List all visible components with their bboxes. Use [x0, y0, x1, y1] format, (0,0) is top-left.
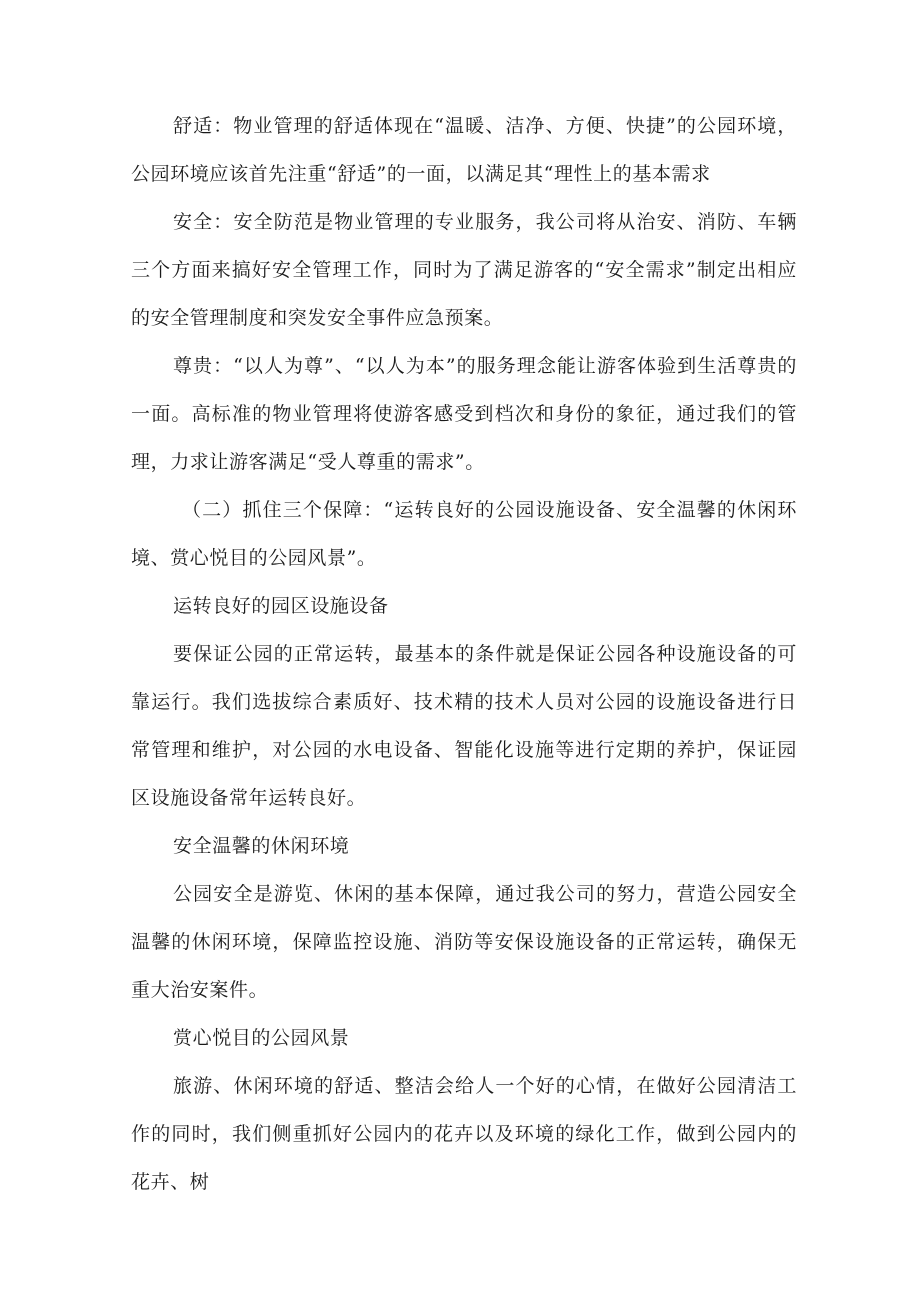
- paragraph-safety: 安全：安全防范是物业管理的专业服务，我公司将从治安、消防、车辆三个方面来搞好安全管理工作，同时为了满足游客的“安全需求”制定出相应的安全管理制度和突发安全事件应急预案。: [131, 211, 797, 329]
- paragraph-scenery: 旅游、休闲环境的舒适、整洁会给人一个好的心情，在做好公园清洁工作的同时，我们侧重抓好公园内的花卉以及环境的绿化工作，做到公园内的花卉、树: [131, 1075, 797, 1193]
- paragraph-dignity: 尊贵：“以人为尊”、“以人为本”的服务理念能让游客体验到生活尊贵的一面。高标准的物业管理将使游客感受到档次和身份的象征，通过我们的管理，力求让游客满足“受人尊重的需求”。: [131, 355, 797, 473]
- subheading-environment: 安全温馨的休闲环境: [173, 835, 350, 857]
- paragraph-comfort: 舒适：物业管理的舒适体现在“温暖、洁净、方便、快捷”的公园环境，公园环境应该首先注重“舒适”的一面，以满足其“理性上的基本需求: [131, 115, 797, 185]
- paragraph-facilities: 要保证公园的正常运转，最基本的条件就是保证公园各种设施设备的可靠运行。我们选拔综合素质好、技术精的技术人员对公园的设施设备进行日常管理和维护，对公园的水电设备、智能化设施等进行定期的养护，保证园区设施设备常年运转良好。: [131, 643, 797, 809]
- document-body: [131, 102, 797, 1206]
- subheading-facilities: 运转良好的园区设施设备: [173, 595, 389, 617]
- paragraph-environment: 公园安全是游览、休闲的基本保障，通过我公司的努力，营造公园安全温馨的休闲环境，保障监控设施、消防等安保设施设备的正常运转，确保无重大治安案件。: [131, 883, 797, 1001]
- subheading-scenery: 赏心悦目的公园风景: [173, 1027, 350, 1049]
- section-heading-three-guarantees: （二）抓住三个保障：“运转良好的公园设施设备、安全温馨的休闲环境、赏心悦目的公园风景”。: [131, 499, 797, 569]
